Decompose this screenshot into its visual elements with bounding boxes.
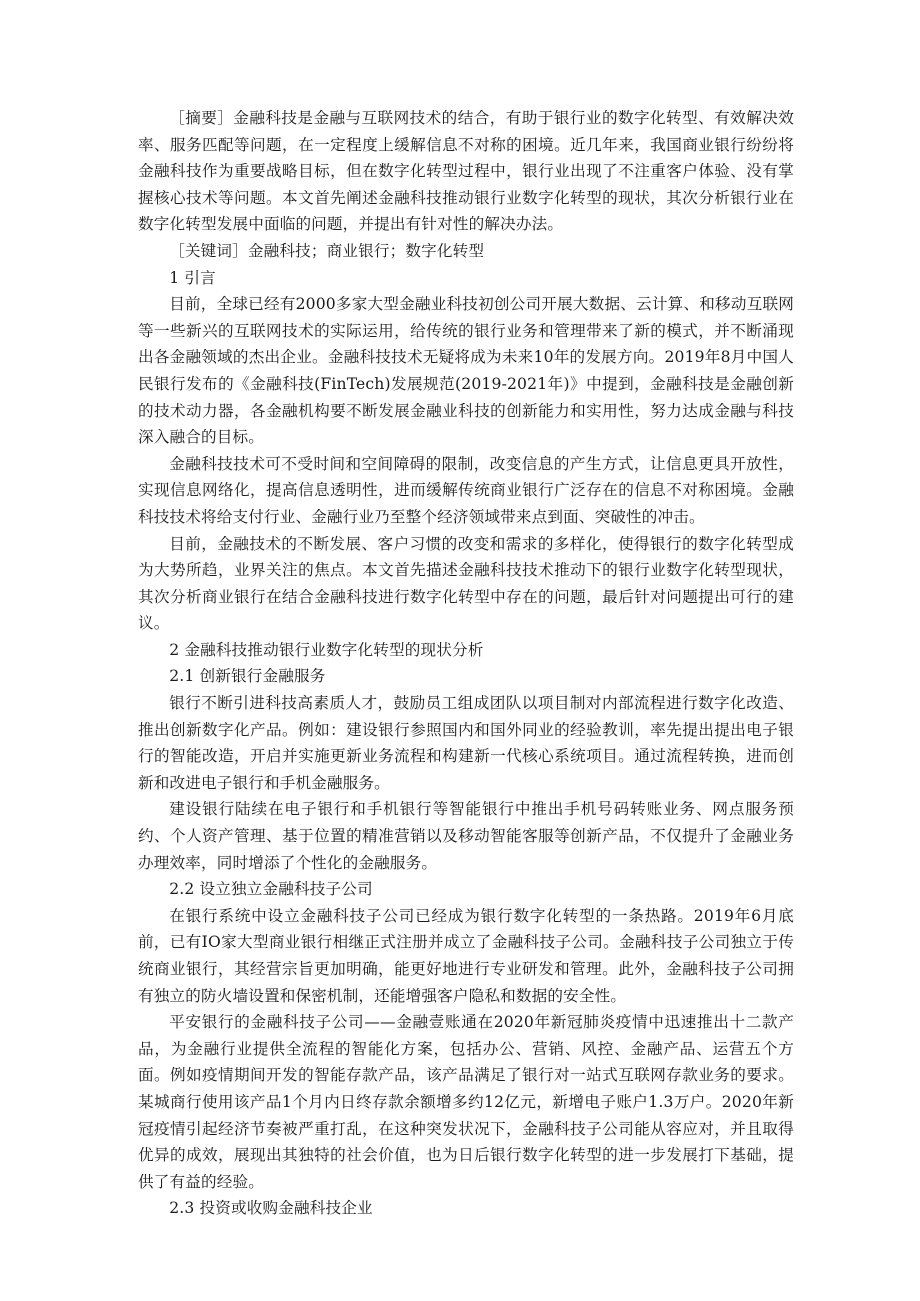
subsection-2-2-paragraph: 平安银行的金融科技子公司——金融壹账通在2020年新冠肺炎疫情中迅速推出十二款产品，为金融行业提供全流程的智能化方案，包括办公、营销、风控、金融产品、运营五个方面。例如疫情期间开发的智能存款产品，该产品满足了银行对一站式互联网存款业务的要求。某城商行使用该产品1个月内日终存款余额增多约12亿元，新增电子账户1.3万户。2020年新冠疫情引起经济节奏被严重打乱，在这种突发状况下，金融科技子公司能从容应对，并且取得优异的成效，展现出其独特的社会价值，也为日后银行数字化转型的进一步发展打下基础，提供了有益的经验。 bbox=[138, 1013, 794, 1191]
section-1-paragraph: 目前，全球已经有2000多家大型金融业科技初创公司开展大数据、云计算、和移动互联网等一些新兴的互联网技术的实际运用，给传统的银行业务和管理带来了新的模式，并不断涌现出各金融领域的杰出企业。金融科技技术无疑将成为未来10年的发展方向。2019年8月中国人民银行发布的《金融科技(FinTech)发展规范(2019-2021年)》中提到，金融科技是金融创新的技术动力器，各金融机构要不断发展金融业科技的创新能力和实用性，努力达成金融与科技深入融合的目标。 bbox=[138, 295, 794, 447]
subsection-2-2-heading: 2.2 设立独立金融科技子公司 bbox=[169, 880, 373, 899]
subsection-2-1-paragraph: 银行不断引进科技高素质人才，鼓励员工组成团队以项目制对内部流程进行数字化改造、推出创新数字化产品。例如：建设银行参照国内和国外同业的经验教训，率先提出提出电子银行的智能改造，开启并实施更新业务流程和构建新一代核心系统项目。通过流程转换，进而创新和改进电子银行和手机金融服务。 bbox=[138, 694, 794, 792]
document-page bbox=[138, 105, 794, 1222]
keywords-line: ［关键词］金融科技；商业银行；数字化转型 bbox=[169, 241, 485, 260]
abstract-paragraph: ［摘要］金融科技是金融与互联网技术的结合，有助于银行业的数字化转型、有效解决效率、服务匹配等问题，在一定程度上缓解信息不对称的困境。近几年来，我国商业银行纷纷将金融科技作为重要战略目标，但在数字化转型过程中，银行业出现了不注重客户体验、没有掌握核心技术等问题。本文首先阐述金融科技推动银行业数字化转型的现状，其次分析银行业在数字化转型发展中面临的问题，并提出有针对性的解决办法。 bbox=[138, 109, 794, 234]
section-1-heading: 1 引言 bbox=[169, 268, 216, 287]
subsection-2-2-paragraph: 在银行系统中设立金融科技子公司已经成为银行数字化转型的一条热路。2019年6月底前，已有IO家大型商业银行相继正式注册并成立了金融科技子公司。金融科技子公司独立于传统商业银行，其经营宗旨更加明确，能更好地进行专业研发和管理。此外，金融科技子公司拥有独立的防火墙设置和保密机制，还能增强客户隐私和数据的安全性。 bbox=[138, 906, 794, 1005]
subsection-2-1-paragraph: 建设银行陆续在电子银行和手机银行等智能银行中推出手机号码转账业务、网点服务预约、个人资产管理、基于位置的精准营销以及移动智能客服等创新产品，不仅提升了金融业务办理效率，同时增添了个性化的金融服务。 bbox=[138, 800, 794, 872]
subsection-2-1-heading: 2.1 创新银行金融服务 bbox=[169, 667, 326, 686]
subsection-2-3-heading: 2.3 投资或收购金融科技企业 bbox=[169, 1199, 373, 1218]
section-1-paragraph: 目前，金融技术的不断发展、客户习惯的改变和需求的多样化，使得银行的数字化转型成为大势所趋，业界关注的焦点。本文首先描述金融科技技术推动下的银行业数字化转型现状，其次分析商业银行在结合金融科技进行数字化转型中存在的问题，最后针对问题提出可行的建议。 bbox=[138, 534, 794, 633]
section-2-heading: 2 金融科技推动银行业数字化转型的现状分析 bbox=[169, 640, 484, 659]
section-1-paragraph: 金融科技技术可不受时间和空间障碍的限制，改变信息的产生方式，让信息更具开放性，实现信息网络化，提高信息透明性，进而缓解传统商业银行广泛存在的信息不对称困境。金融科技技术将给支付行业、金融行业乃至整个经济领域带来点到面、突破性的冲击。 bbox=[138, 454, 794, 526]
